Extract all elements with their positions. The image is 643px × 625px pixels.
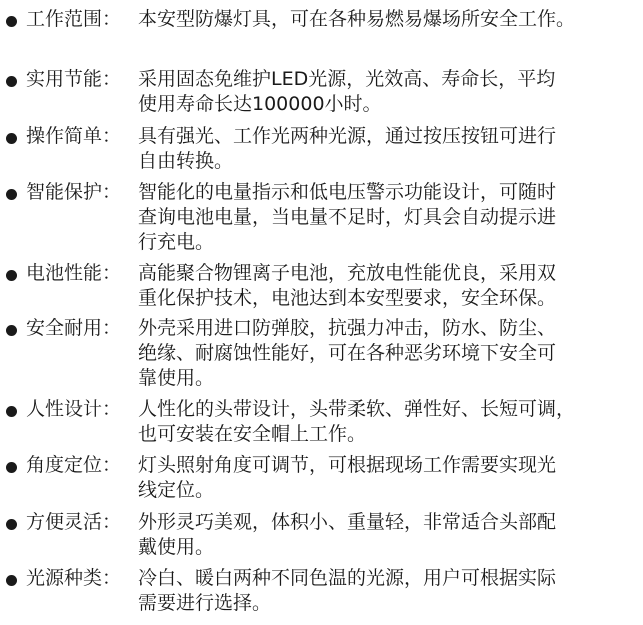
feature-title: 人性设计： bbox=[26, 398, 122, 420]
feature-description bbox=[138, 124, 635, 174]
feature-description-line: 外壳采用进口防弹胶，抗强力冲击，防水、防尘、 bbox=[138, 317, 557, 339]
feature-description-line: 自由转换。 bbox=[138, 150, 234, 172]
feature-title: 角度定位： bbox=[26, 454, 122, 476]
bullet-icon bbox=[6, 462, 17, 473]
feature-description bbox=[138, 566, 635, 616]
feature-description-line: 智能化的电量指示和低电压警示功能设计，可随时 bbox=[138, 181, 557, 203]
feature-description bbox=[138, 7, 635, 32]
bullet-icon bbox=[6, 270, 17, 281]
feature-description bbox=[138, 316, 635, 391]
feature-description-line: 查询电池电量，当电量不足时，灯具会自动提示进 bbox=[138, 206, 557, 228]
feature-title: 工作范围： bbox=[26, 8, 122, 30]
feature-description-line: 灯头照射角度可调节，可根据现场工作需要实现光 bbox=[138, 454, 557, 476]
feature-description-line: 本安型防爆灯具，可在各种易燃易爆场所安全工作。 bbox=[138, 8, 576, 30]
feature-title: 光源种类： bbox=[26, 567, 122, 589]
feature-description bbox=[138, 67, 635, 117]
feature-title: 智能保护： bbox=[26, 181, 122, 203]
bullet-icon bbox=[6, 189, 17, 200]
bullet-icon bbox=[6, 16, 17, 27]
bullet-icon bbox=[6, 406, 17, 417]
feature-description bbox=[138, 397, 635, 447]
feature-description bbox=[138, 510, 635, 560]
feature-description-line: 行充电。 bbox=[138, 231, 215, 253]
feature-title: 操作简单： bbox=[26, 125, 122, 147]
feature-description-line: 重化保护技术，电池达到本安型要求，安全环保。 bbox=[138, 287, 557, 309]
feature-description-line: 冷白、暖白两种不同色温的光源，用户可根据实际 bbox=[138, 567, 557, 589]
feature-description-line: 靠使用。 bbox=[138, 367, 215, 389]
bullet-icon bbox=[6, 133, 17, 144]
feature-description-line: 需要进行选择。 bbox=[138, 592, 272, 614]
feature-description-line: 高能聚合物锂离子电池，充放电性能优良，采用双 bbox=[138, 262, 557, 284]
bullet-icon bbox=[6, 575, 17, 586]
feature-description-line: 也可安装在安全帽上工作。 bbox=[138, 423, 367, 445]
bullet-icon bbox=[6, 519, 17, 530]
feature-description-line: 具有强光、工作光两种光源，通过按压按钮可进行 bbox=[138, 125, 557, 147]
feature-description-line: 外形灵巧美观，体积小、重量轻，非常适合头部配 bbox=[138, 511, 557, 533]
bullet-icon bbox=[6, 325, 17, 336]
feature-description-line: 使用寿命长达100000小时。 bbox=[138, 93, 382, 115]
bullet-icon bbox=[6, 76, 17, 87]
feature-title: 实用节能： bbox=[26, 68, 122, 90]
feature-description-line: 绝缘、耐腐蚀性能好，可在各种恶劣环境下安全可 bbox=[138, 342, 557, 364]
feature-description-line: 人性化的头带设计，头带柔软、弹性好、长短可调， bbox=[138, 398, 576, 420]
feature-description bbox=[138, 261, 635, 311]
feature-description-line: 戴使用。 bbox=[138, 536, 215, 558]
feature-description bbox=[138, 453, 635, 503]
feature-title: 电池性能： bbox=[26, 262, 122, 284]
feature-description-line: 线定位。 bbox=[138, 479, 215, 501]
feature-description bbox=[138, 180, 635, 255]
feature-title: 安全耐用： bbox=[26, 317, 122, 339]
feature-title: 方便灵活： bbox=[26, 511, 122, 533]
feature-description-line: 采用固态免维护LED光源，光效高、寿命长，平均 bbox=[138, 68, 556, 90]
